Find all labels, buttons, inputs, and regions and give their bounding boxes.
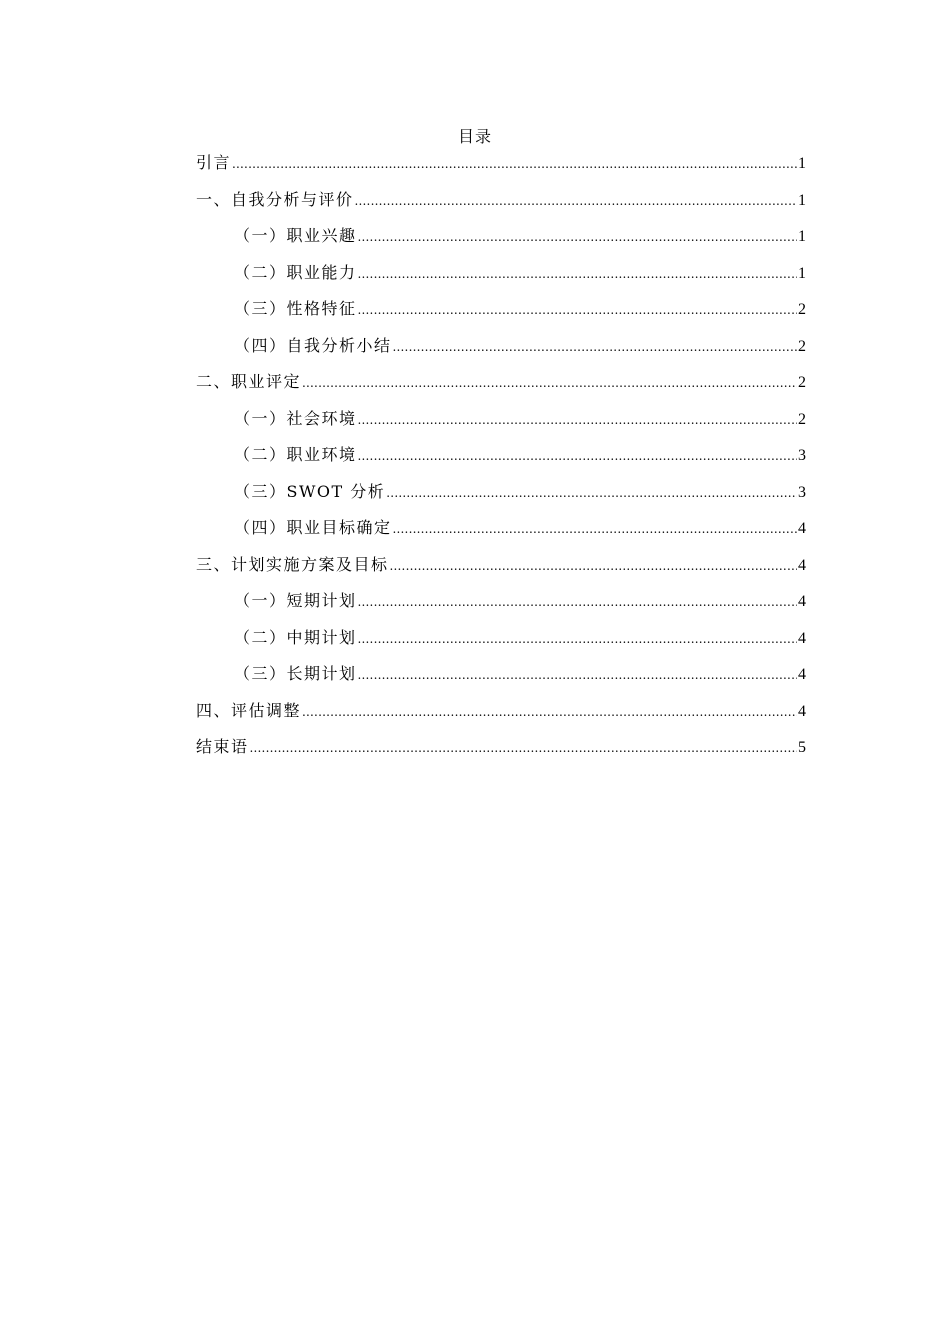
toc-leader-dots xyxy=(250,737,797,759)
toc-leader-dots xyxy=(232,153,797,175)
toc-entry-label: （一）短期计划 xyxy=(234,591,357,610)
toc-entry[interactable] xyxy=(196,335,806,372)
toc-entry[interactable] xyxy=(196,444,806,481)
toc-entry-label: 引言 xyxy=(196,153,232,172)
toc-entry[interactable] xyxy=(196,663,806,700)
toc-leader-dots xyxy=(358,628,797,650)
toc-leader-dots xyxy=(358,591,797,613)
toc-leader-dots xyxy=(393,336,797,358)
toc-entry-page-number: 3 xyxy=(798,483,806,501)
toc-entry[interactable] xyxy=(196,627,806,664)
toc-entry-page-number: 1 xyxy=(798,155,806,172)
toc-entry[interactable] xyxy=(196,262,806,299)
toc-entry-page-number: 4 xyxy=(798,556,806,574)
toc-leader-dots xyxy=(302,372,797,394)
table-of-contents xyxy=(196,152,806,773)
toc-entry-page-number: 4 xyxy=(798,593,806,610)
toc-entry[interactable] xyxy=(196,554,806,591)
toc-entry[interactable] xyxy=(196,371,806,408)
toc-leader-dots xyxy=(358,263,797,285)
toc-entry-label: （二）中期计划 xyxy=(234,627,357,647)
toc-entry[interactable] xyxy=(196,298,806,335)
toc-entry-page-number: 5 xyxy=(798,739,806,756)
toc-leader-dots xyxy=(386,482,797,504)
toc-entry-label: （三）SWOT 分析 xyxy=(234,481,386,501)
toc-entry-page-number: 1 xyxy=(798,191,806,209)
toc-entry-label: （一）社会环境 xyxy=(234,408,357,428)
toc-leader-dots xyxy=(358,226,797,248)
toc-entry-label: （三）性格特征 xyxy=(234,299,357,318)
toc-entry[interactable] xyxy=(196,408,806,445)
toc-entry-page-number: 2 xyxy=(798,410,806,428)
toc-entry-page-number: 4 xyxy=(798,629,806,647)
toc-entry-page-number: 2 xyxy=(798,374,806,391)
toc-title: 目录 xyxy=(457,127,492,146)
toc-entry[interactable] xyxy=(196,590,806,627)
toc-entry-page-number: 1 xyxy=(798,228,806,245)
toc-entry-page-number: 4 xyxy=(798,666,806,683)
toc-entry-label: 二、职业评定 xyxy=(196,372,302,391)
toc-entry-label: （一）职业兴趣 xyxy=(234,226,357,245)
toc-leader-dots xyxy=(358,299,797,321)
toc-entry-label: （二）职业能力 xyxy=(234,262,357,282)
toc-entry-label: （四）自我分析小结 xyxy=(234,335,392,355)
toc-leader-dots xyxy=(358,409,797,431)
toc-entry[interactable] xyxy=(196,189,806,226)
toc-entry-page-number: 2 xyxy=(798,301,806,318)
toc-entry-label: （二）职业环境 xyxy=(234,445,357,464)
toc-entry-page-number: 4 xyxy=(798,702,806,720)
toc-entry-page-number: 3 xyxy=(798,447,806,464)
toc-leader-dots xyxy=(302,701,797,723)
toc-entry[interactable] xyxy=(196,481,806,518)
toc-entry-page-number: 1 xyxy=(798,264,806,282)
toc-leader-dots xyxy=(358,445,797,467)
toc-entry-label: （四）职业目标确定 xyxy=(234,518,392,537)
toc-entry[interactable] xyxy=(196,736,806,773)
toc-entry-label: 四、评估调整 xyxy=(196,700,302,720)
toc-entry-label: 结束语 xyxy=(196,737,249,756)
toc-entry[interactable] xyxy=(196,152,806,189)
toc-entry-page-number: 4 xyxy=(798,520,806,537)
toc-entry[interactable] xyxy=(196,225,806,262)
toc-entry-label: 一、自我分析与评价 xyxy=(196,189,354,209)
toc-leader-dots xyxy=(393,518,797,540)
toc-entry-page-number: 2 xyxy=(798,337,806,355)
toc-leader-dots xyxy=(355,190,797,212)
toc-entry[interactable] xyxy=(196,517,806,554)
toc-leader-dots xyxy=(390,555,797,577)
toc-entry[interactable] xyxy=(196,700,806,737)
toc-leader-dots xyxy=(358,664,797,686)
toc-entry-label: （三）长期计划 xyxy=(234,664,357,683)
toc-entry-label: 三、计划实施方案及目标 xyxy=(196,554,389,574)
